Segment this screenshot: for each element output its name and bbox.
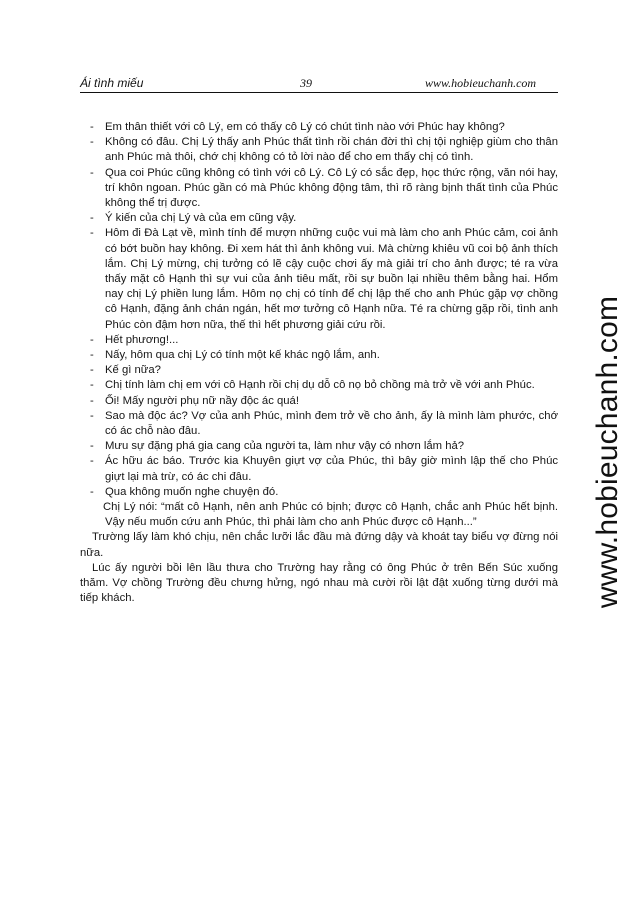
dialogue-line: - Em thân thiết với cô Lý, em có thấy cô Lý có chút tình nào với Phúc hay không? [80,120,558,135]
dash-marker: - [90,121,94,133]
dialogue-line: - Nấy, hôm qua chị Lý có tính một kế khác ngộ lắm, anh. [80,348,558,363]
dialogue-line: - Kế gì nữa? [80,363,558,378]
quoted-paragraph: Chị Lý nói: “mất cô Hạnh, nên anh Phúc có bịnh; được cô Hạnh, chắc anh Phúc hết bịnh. Vậy nếu muốn cứu anh Phúc, thì phải làm cho anh Phúc được cô Hạnh...” [103,501,558,529]
dash-marker: - [90,440,94,453]
header-rule [80,92,558,93]
dialogue-line: - Sao mà độc ác? Vợ của anh Phúc, mình đem trở về cho ảnh, ấy là mình làm phước, chớ có ác chỗ nào đâu. [90,409,558,438]
dialogue-line: - Hôm đi Đà Lạt về, mình tính để mượn những cuộc vui mà làm cho anh Phúc cảm, coi ảnh có bớt buồn hay không. Đi xem hát thì ảnh không vui. Mà chừng khiêu vũ coi bộ ảnh thích lắm. Chị Lý mừng, chị tưởng có lẽ cậy cuộc chơi ấy mà giải trí cho ảnh được; té ra vừa thấy mặt cô Hạnh thì sự vui của ảnh tiêu mất, rồi sự buồn lại nhiều thêm bằng hai. Hổm nay chị Lý phiền lung lắm. Hôm nọ chị có tính để chị lập thế cho anh Phúc gặp vợ chồng cô Hạnh, đặng ảnh chán ngán, hết mơ tưởng cô Hạnh nữa. Té ra chừng gặp rồi, tình anh Phúc còn đậm hơn nữa, thế thì hết phương giải cứu rồi. [90,227,558,331]
dash-marker: - [90,136,94,149]
dialogue-line: - Chị tính làm chị em với cô Hạnh rồi chị dụ dỗ cô nọ bỏ chồng mà trở về với anh Phúc. [80,378,558,393]
dialogue-line: - Không có đâu. Chị Lý thấy anh Phúc thất tình rồi chán đời thì chị tội nghiệp giùm cho thân anh Phúc mà thôi, chớ chị không có tỏ lời nào để cho em thấy chị có tình. [90,136,558,164]
dialogue-line: - Mưu sự đặng phá gia cang của người ta, làm như vậy có nhơn lắm hả? [80,439,558,454]
dialogue-line: - Qua không muốn nghe chuyện đó. [80,485,558,500]
dialogue-line: - Ối! Mấy người phụ nữ nầy độc ác quá! [80,394,558,409]
dash-marker: - [90,166,94,179]
dialogue-line: - Ý kiến của chị Lý và của em cũng vậy. [80,211,558,226]
dash-marker: - [90,394,94,407]
dash-marker: - [90,212,94,225]
dash-marker: - [90,333,94,346]
dash-marker: - [90,409,94,422]
book-title: Ái tình miếu [80,76,144,90]
dash-marker: - [90,379,94,392]
dash-marker: - [90,227,94,240]
main-text [80,120,558,607]
website-header: www.hobieuchanh.com [425,76,537,90]
dialogue-line: - Hết phương!... [80,333,558,348]
narrative-paragraph: Trường lấy làm khó chịu, nên chắc lưỡi lắc đầu mà đứng dậy và khoát tay biểu vợ đừng nói nữa. [80,531,558,559]
dash-marker: - [90,364,94,377]
narrative-paragraph: Lúc ấy người bồi lên lầu thưa cho Trường hay rằng có ông Phúc ở trên Bến Súc xuống thăm. Vợ chồng Trường đều chưng hửng, ngó nhau mà cười rồi lật đật xuống từng dưới mà tiếp khách. [80,561,558,605]
page-number: 39 [300,76,312,90]
dash-marker: - [90,455,94,468]
dialogue-line: - Ác hữu ác báo. Trước kia Khuyên giựt vợ của Phúc, thì bây giờ mình lập thế cho Phúc giựt lại mà trừ, có ác chi đâu. [90,455,558,483]
dialogue-line: - Qua coi Phúc cũng không có tình với cô Lý. Cô Lý có sắc đẹp, học thức rộng, văn nói hay, trí khôn ngoan. Phúc gần có mà Phúc không động tâm, thì rõ ràng bịnh thất tình của Phúc không thể trị được. [90,166,558,210]
dash-marker: - [90,349,94,362]
dash-marker: - [90,485,94,498]
website-watermark: www.hobieuchanh.com [591,295,624,609]
